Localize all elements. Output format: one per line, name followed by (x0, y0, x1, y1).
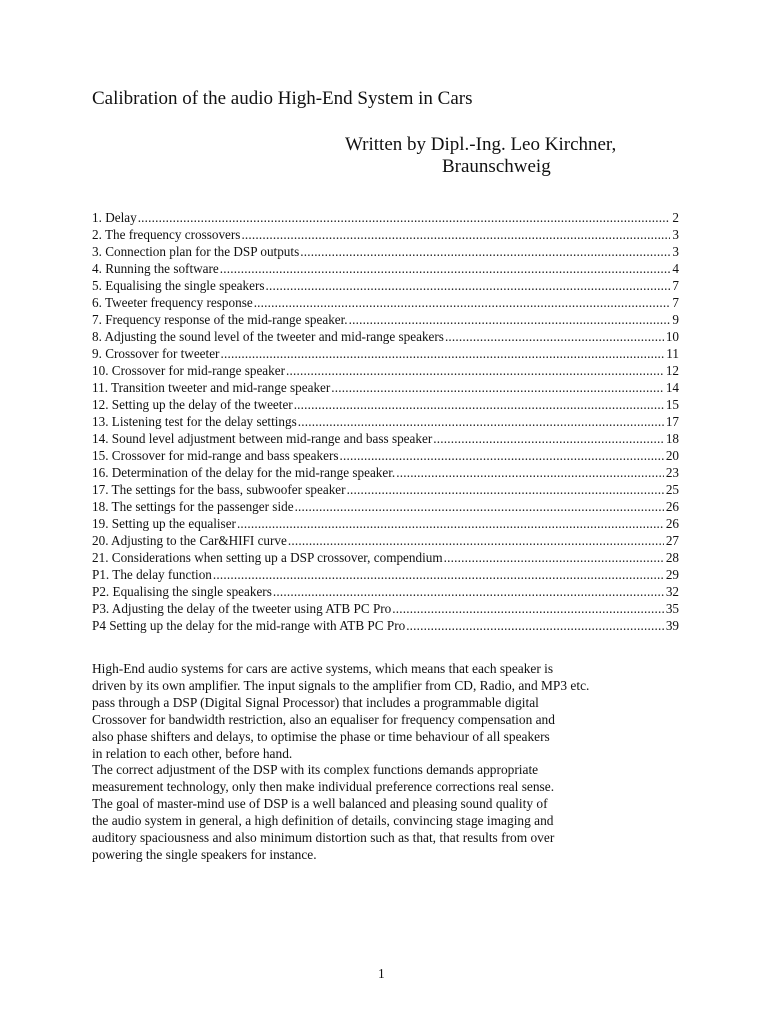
toc-entry-page: 4 (672, 261, 679, 276)
paragraph-line: powering the single speakers for instance. (92, 846, 317, 862)
paragraph-line: auditory spaciousness and also minimum distortion such as that, that results from over (92, 830, 555, 846)
toc-entry-label: 15. Crossover for mid-range and bass speakers (92, 448, 339, 463)
toc-entry[interactable] (92, 243, 679, 260)
paragraph-line: High-End audio systems for cars are active systems, which means that each speaker is (92, 661, 554, 676)
toc-dot-leader (286, 362, 664, 379)
toc-entry-label: P1. The delay function (92, 567, 212, 582)
paragraph-line: The correct adjustment of the DSP with its complex functions demands appropriate (92, 762, 539, 778)
toc-entry-label: 12. Setting up the delay of the tweeter (92, 397, 293, 412)
toc-dot-leader (254, 294, 671, 311)
toc-entry[interactable] (92, 396, 679, 413)
toc-entry-page: 10 (665, 329, 679, 344)
toc-entry-page: 27 (665, 533, 679, 548)
toc-entry-page: 26 (665, 516, 679, 531)
toc-entry[interactable] (92, 481, 679, 498)
toc-entry[interactable] (92, 379, 679, 396)
toc-dot-leader (392, 600, 664, 617)
toc-entry-page: 26 (665, 499, 679, 514)
toc-entry[interactable] (92, 600, 679, 617)
toc-entry[interactable] (92, 209, 679, 226)
toc-dot-leader (213, 566, 664, 583)
paragraph-line: pass through a DSP (Digital Signal Processor) that includes a programmable digital (92, 694, 539, 710)
toc-dot-leader (138, 209, 671, 226)
document-title: Calibration of the audio High-End System in Cars (92, 88, 473, 109)
toc-entry-label: 10. Crossover for mid-range speaker (92, 363, 285, 378)
toc-entry-page: 25 (665, 482, 679, 497)
toc-entry[interactable] (92, 226, 679, 243)
intro-paragraph (92, 661, 732, 864)
toc-entry-page: 14 (665, 380, 679, 395)
toc-entry[interactable] (92, 430, 679, 447)
toc-dot-leader (349, 311, 671, 328)
toc-entry-page: 7 (672, 278, 679, 293)
toc-entry-page: 2 (672, 210, 679, 225)
toc-dot-leader (241, 226, 670, 243)
toc-entry[interactable] (92, 294, 679, 311)
paragraph-line: the audio system in general, a high definition of details, convincing stage imaging and (92, 813, 554, 829)
toc-entry-label: 9. Crossover for tweeter (92, 346, 220, 361)
toc-dot-leader (298, 413, 664, 430)
toc-entry-page: 32 (665, 584, 679, 599)
toc-dot-leader (266, 277, 671, 294)
toc-entry[interactable] (92, 566, 679, 583)
toc-entry-label: 20. Adjusting to the Car&HIFI curve (92, 533, 287, 548)
toc-dot-leader (396, 464, 664, 481)
toc-entry-label: 8. Adjusting the sound level of the tweeter and mid-range speakers (92, 329, 444, 344)
toc-dot-leader (237, 515, 664, 532)
toc-entry-page: 29 (665, 567, 679, 582)
toc-entry-label: 21. Considerations when setting up a DSP crossover, compendium (92, 550, 443, 565)
toc-dot-leader (273, 583, 664, 600)
paragraph-line: Crossover for bandwidth restriction, also an equaliser for frequency compensation and (92, 711, 555, 727)
toc-dot-leader (220, 260, 671, 277)
toc-entry[interactable] (92, 447, 679, 464)
toc-entry[interactable] (92, 413, 679, 430)
toc-entry-label: 19. Setting up the equaliser (92, 516, 236, 531)
toc-entry[interactable] (92, 277, 679, 294)
paragraph-line: in relation to each other, before hand. (92, 745, 293, 761)
paragraph-line: The goal of master-mind use of DSP is a well balanced and pleasing sound quality of (92, 796, 548, 812)
toc-entry-label: 2. The frequency crossovers (92, 227, 241, 242)
toc-entry-label: 13. Listening test for the delay settings (92, 414, 297, 429)
toc-entry[interactable] (92, 345, 679, 362)
toc-entry-page: 3 (672, 244, 679, 259)
toc-entry-page: 39 (665, 618, 679, 633)
toc-dot-leader (294, 396, 664, 413)
toc-entry-page: 23 (665, 465, 679, 480)
toc-entry-label: 5. Equalising the single speakers (92, 278, 265, 293)
toc-entry-label: 16. Determination of the delay for the mid-range speaker. (92, 465, 396, 480)
toc-entry[interactable] (92, 549, 679, 566)
paragraph-line: driven by its own amplifier. The input signals to the amplifier from CD, Radio, and MP3 etc. (92, 677, 590, 693)
toc-entry-label: P2. Equalising the single speakers (92, 584, 272, 599)
toc-entry-label: 17. The settings for the bass, subwoofer speaker (92, 482, 346, 497)
toc-entry[interactable] (92, 260, 679, 277)
toc-entry[interactable] (92, 617, 679, 634)
toc-entry-label: 3. Connection plan for the DSP outputs (92, 244, 300, 259)
toc-entry[interactable] (92, 328, 679, 345)
toc-entry[interactable] (92, 515, 679, 532)
toc-dot-leader (445, 328, 664, 345)
toc-entry-page: 18 (665, 431, 679, 446)
toc-dot-leader (406, 617, 664, 634)
toc-entry-label: 4. Running the software (92, 261, 219, 276)
toc-dot-leader (220, 345, 664, 362)
toc-dot-leader (444, 549, 664, 566)
toc-dot-leader (347, 481, 664, 498)
paragraph-line: measurement technology, only then make individual preference corrections real sense. (92, 779, 555, 795)
toc-entry[interactable] (92, 464, 679, 481)
toc-entry-label: 6. Tweeter frequency response (92, 295, 253, 310)
toc-entry-label: 14. Sound level adjustment between mid-range and bass speaker (92, 431, 433, 446)
toc-entry[interactable] (92, 311, 679, 328)
toc-entry-page: 11 (666, 346, 679, 361)
toc-dot-leader (300, 243, 670, 260)
toc-dot-leader (288, 532, 664, 549)
toc-entry-page: 35 (665, 601, 679, 616)
toc-entry-label: 18. The settings for the passenger side (92, 499, 294, 514)
toc-entry-page: 15 (665, 397, 679, 412)
toc-dot-leader (339, 447, 663, 464)
toc-entry[interactable] (92, 498, 679, 515)
toc-entry[interactable] (92, 362, 679, 379)
toc-entry-label: 11. Transition tweeter and mid-range speaker (92, 380, 331, 395)
toc-entry[interactable] (92, 532, 679, 549)
author-line: Written by Dipl.-Ing. Leo Kirchner, (345, 134, 617, 155)
toc-entry-page: 7 (672, 295, 679, 310)
toc-dot-leader (433, 430, 664, 447)
toc-entry-page: 12 (665, 363, 679, 378)
paragraph-line: also phase shifters and delays, to optimise the phase or time behaviour of all speakers (92, 728, 550, 744)
toc-entry-page: 28 (665, 550, 679, 565)
toc-entry-label: 1. Delay (92, 210, 137, 225)
toc-entry-page: 3 (672, 227, 679, 242)
toc-entry[interactable] (92, 583, 679, 600)
toc-entry-label: P3. Adjusting the delay of the tweeter using ATB PC Pro (92, 601, 392, 616)
toc-entry-label: 7. Frequency response of the mid-range speaker. (92, 312, 348, 327)
page-number: 1 (378, 966, 385, 981)
toc-entry-label: P4 Setting up the delay for the mid-range with ATB PC Pro (92, 618, 406, 633)
toc-dot-leader (331, 379, 664, 396)
toc-entry-page: 9 (672, 312, 679, 327)
toc-entry-page: 17 (665, 414, 679, 429)
author-location: Braunschweig (442, 156, 551, 177)
table-of-contents (92, 209, 679, 634)
toc-dot-leader (295, 498, 664, 515)
toc-entry-page: 20 (665, 448, 679, 463)
